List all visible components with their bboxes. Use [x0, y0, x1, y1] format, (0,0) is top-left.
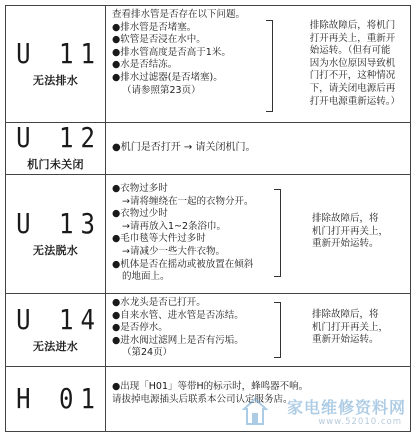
bracket-divider: [274, 189, 281, 277]
error-label: 无法进水: [32, 339, 79, 353]
side-note-line: 重新开始运转。: [311, 334, 379, 346]
error-code: U 11: [16, 37, 102, 70]
side-note-line: 排除故障后，将机门: [309, 20, 396, 31]
error-label: 无法排水: [32, 73, 79, 87]
description-line: 请拔掉电源插头后联系本公司认定服务店。: [112, 393, 293, 405]
error-label: 机门未关闭: [27, 158, 84, 171]
watermark-url: www.52010.com: [318, 417, 402, 427]
error-code-table: [5, 5, 411, 432]
description-line: ●机门是否打开 → 请关闭机门。: [112, 142, 256, 154]
watermark: [240, 395, 410, 435]
description-line: ●排水过滤器(是否堵塞)。: [112, 71, 223, 83]
side-note-line: 重新开始运转。: [311, 238, 379, 250]
side-note-line: 排除故障后，将: [311, 213, 379, 224]
description-line: ●是否停水。: [112, 322, 168, 334]
description-cell: [106, 175, 410, 293]
description-line: ●排水管高度是否高于1米。: [112, 46, 231, 58]
side-note-line: 机门打开再关上，: [311, 321, 388, 333]
description-line: ●进水阀过滤网上是否有污垢。: [112, 334, 244, 346]
side-note-line: 打开再关上，重新开: [309, 32, 396, 44]
code-cell: [6, 294, 106, 366]
description-line: ●软管是否浸在水中。: [112, 34, 206, 46]
watermark-title: 家电维修资料网: [286, 398, 406, 417]
description-cell: [106, 123, 410, 174]
description-line: ●出现「H01」等带H的标示时，蜂鸣器不响。: [112, 381, 309, 392]
side-note: [310, 20, 400, 108]
description-line: ●衣物过少时: [112, 208, 168, 220]
description-line: 的地面上。: [122, 271, 170, 283]
error-row-u12: [6, 122, 410, 174]
description-line: →请再放入1~2条浴巾。: [122, 220, 227, 232]
error-label: 无法脱水: [32, 243, 79, 257]
side-note-line: 因为水位原因导致机: [309, 57, 396, 69]
description-line: ●水龙头是否已打开。: [112, 297, 206, 308]
description-cell: [106, 294, 410, 366]
error-row-u11: [6, 6, 410, 122]
code-cell: [6, 123, 106, 174]
description-line: →请减少一些大件衣物。: [122, 245, 225, 257]
error-code: U 12: [16, 121, 102, 155]
side-note-line: 下，请关闭电源后再: [309, 82, 396, 94]
error-code: U 14: [16, 303, 102, 336]
description-line: ●自来水管、进水管是否冻结。: [112, 309, 244, 321]
side-note-line: 门打不开，这种情况: [309, 70, 396, 82]
description-line: （请参照第23页）: [122, 84, 201, 96]
side-note: [312, 309, 388, 347]
error-code: U 13: [16, 207, 102, 240]
side-note-line: 始运转。（但有可能: [309, 45, 391, 57]
side-note-line: 机门打开再关上，: [311, 225, 388, 237]
error-row-u14: [6, 293, 410, 366]
code-cell: [6, 367, 106, 431]
bracket-divider: [274, 302, 281, 358]
code-cell: [6, 6, 106, 122]
side-note-line: 打开电源重新运转。）: [309, 95, 400, 107]
side-note: [312, 213, 388, 251]
description-cell: [106, 6, 410, 122]
description-line: ●排水管是否堵塞。: [112, 21, 197, 33]
description-line: →请将缠绕在一起的衣物分开。: [122, 195, 254, 207]
description-line: （第24页）: [122, 347, 173, 359]
description-line: ●毛巾毯等大件过多时: [112, 233, 206, 245]
description-line: ●衣物过多时: [112, 183, 168, 194]
description-line: ●机体是否在摇动或被放置在倾斜: [112, 258, 254, 270]
error-row-u13: [6, 174, 410, 293]
code-cell: [6, 175, 106, 293]
error-code: H 01: [16, 382, 102, 416]
side-note-line: 排除故障后，将: [311, 309, 379, 320]
description-line: 查看排水管是否存在以下问题。: [112, 9, 246, 20]
house-logo-icon: [242, 397, 268, 427]
bracket-divider: [266, 20, 273, 112]
description-line: ●水是否结冻。: [112, 59, 178, 71]
